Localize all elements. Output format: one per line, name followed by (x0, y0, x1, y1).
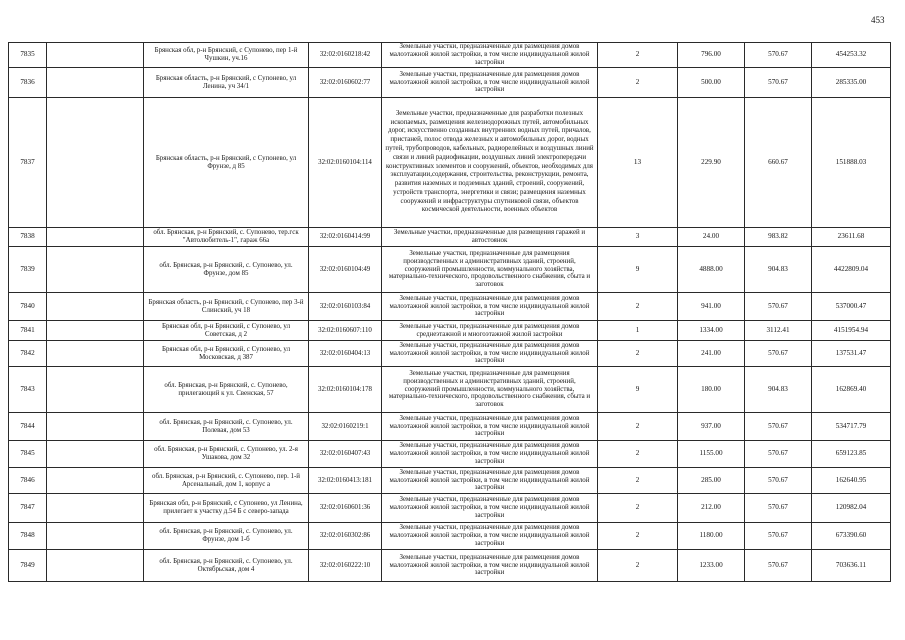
group-cell (598, 247, 678, 293)
cadastral-number-cell (309, 523, 382, 550)
group-text: 1 (635, 325, 640, 334)
cadastral-value-cell (812, 441, 891, 468)
row-number-text: 7837 (20, 157, 35, 166)
rate-text: 570.67 (768, 475, 788, 484)
row-number-text: 7844 (20, 421, 35, 430)
land-use-cell (382, 550, 598, 582)
area-cell (678, 468, 745, 494)
land-use-text: Земельные участки, предназначенные для разработки полезных ископаемых, размещения железнодорожных путей, автомобильных дорог, искусственно созданных внутренних водных путей, причалов, пристаней, полос отвода железных и автомобильных дорог, водных путей, трубопроводов, кабельных, радиорелейных и воздушных линий связи и линий радиофикации, воздушных линий электропередачи конструктивных элементов и сооружений, объектов, необходимых для эксплуатации,содержания, строительства, реконструкции, ремонта, развития наземных и подземных зданий, строений, сооружений, устройств транспорта, энергетики и связи; размещения наземных сооружений и инфраструктуры спутниковой связи, объектов космической деятельности, военных объектов (385, 109, 594, 214)
blank-cell (47, 247, 144, 293)
group-cell (598, 413, 678, 441)
cadastral-value-text: 659123.85 (835, 449, 867, 458)
row-number-text: 7849 (20, 560, 35, 569)
land-use-text: Земельные участки, предназначенные для размещения домов малоэтажной жилой застройки, в том числе индивидуальной жилой застройки (389, 496, 590, 519)
blank-cell (47, 367, 144, 413)
blank-cell (47, 468, 144, 494)
table-row (9, 468, 891, 494)
cadastral-number-cell (309, 494, 382, 523)
cadastral-value-text: 151888.03 (835, 157, 867, 166)
land-use-cell (382, 523, 598, 550)
cadastral-number-cell (309, 413, 382, 441)
rate-text: 904.83 (768, 384, 788, 393)
group-cell (598, 43, 678, 68)
rate-text: 3112.41 (766, 325, 790, 334)
table-row (9, 523, 891, 550)
address-cell (144, 550, 309, 582)
rate-text: 570.67 (768, 301, 788, 310)
cadastral-value-text: 537000.47 (835, 301, 867, 310)
land-use-text: Земельные участки, предназначенные для размещения домов малоэтажной жилой застройки, в том числе индивидуальной жилой застройки (389, 468, 590, 492)
cadastral-number-cell (309, 293, 382, 321)
blank-cell (47, 494, 144, 523)
rate-cell (745, 441, 812, 468)
cadastral-number-cell (309, 43, 382, 68)
area-text: 241.00 (701, 348, 721, 357)
row-number-text: 7842 (20, 348, 35, 357)
row-number-cell (9, 321, 47, 341)
address-cell (144, 367, 309, 413)
address-cell (144, 494, 309, 523)
group-text: 13 (633, 157, 642, 166)
rate-text: 983.82 (768, 232, 788, 241)
group-text: 2 (635, 421, 640, 430)
land-use-cell (382, 367, 598, 413)
group-text: 2 (635, 50, 640, 59)
row-number-cell (9, 43, 47, 68)
cadastral-number-text: 32:02:0160103:84 (319, 302, 371, 310)
area-cell (678, 550, 745, 582)
area-text: 24.00 (702, 232, 720, 241)
area-text: 1155.00 (699, 449, 723, 458)
group-cell (598, 550, 678, 582)
land-use-cell (382, 494, 598, 523)
cadastral-number-cell (309, 228, 382, 247)
blank-cell (47, 441, 144, 468)
cadastral-value-table (8, 42, 891, 582)
area-text: 937.00 (701, 421, 721, 430)
land-use-text: Земельные участки, предназначенные для размещения домов малоэтажной жилой застройки, в том числе индивидуальной жилой застройки (389, 442, 590, 465)
area-text: 941.00 (701, 301, 721, 310)
address-cell (144, 321, 309, 341)
rate-cell (745, 98, 812, 228)
area-text: 796.00 (701, 50, 721, 59)
blank-cell (47, 293, 144, 321)
cadastral-value-text: 137531.47 (835, 348, 867, 357)
land-use-cell (382, 468, 598, 494)
cadastral-value-cell (812, 550, 891, 582)
cadastral-number-text: 32:02:0160413:181 (318, 476, 372, 484)
address-text: обл. Брянская, р-н Брянский, с. Супонево, пер. 1-й Арсенальный, дом 1, корпус а (152, 472, 300, 488)
land-use-cell (382, 441, 598, 468)
cadastral-value-text: 285335.00 (835, 77, 867, 86)
land-use-text: Земельные участки, предназначенные для размещения гаражей и автостоянок (393, 229, 586, 244)
land-use-cell (382, 341, 598, 367)
group-cell (598, 341, 678, 367)
cadastral-number-cell (309, 98, 382, 228)
land-use-text: Земельные участки, предназначенные для размещения домов малоэтажной жилой застройки, в том числе индивидуальной жилой застройки (389, 294, 590, 318)
cadastral-number-cell (309, 468, 382, 494)
row-number-cell (9, 468, 47, 494)
address-cell (144, 228, 309, 247)
blank-cell (47, 413, 144, 441)
address-text: Брянская область, р-н Брянский, с Супонево, ул Ленина, уч 34/1 (155, 74, 297, 90)
row-number-cell (9, 293, 47, 321)
row-number-cell (9, 441, 47, 468)
cadastral-number-text: 32:02:0160104:114 (318, 158, 372, 166)
address-cell (144, 441, 309, 468)
address-text: обл. Брянская, р-н Брянский, с. Супонево, прилегающий к ул. Свенская, 57 (164, 381, 288, 397)
address-cell (144, 247, 309, 293)
cadastral-value-text: 162869.40 (835, 384, 867, 393)
blank-cell (47, 523, 144, 550)
area-cell (678, 494, 745, 523)
blank-cell (47, 321, 144, 341)
cadastral-value-text: 120982.04 (835, 503, 867, 512)
group-cell (598, 468, 678, 494)
rate-text: 570.67 (768, 421, 788, 430)
land-use-text: Земельные участки, предназначенные для размещения домов малоэтажной жилой застройки, в том числе индивидуальной жилой застройки (389, 43, 590, 66)
land-use-cell (382, 228, 598, 247)
area-text: 1180.00 (699, 531, 723, 540)
address-text: Брянская обл, р-н Брянский, с Супонево, ул Ленина, прилегает к участку д.54 Б с северо-запада (149, 500, 303, 515)
cadastral-value-cell (812, 293, 891, 321)
rate-cell (745, 523, 812, 550)
group-text: 9 (635, 264, 640, 273)
cadastral-number-cell (309, 341, 382, 367)
cadastral-value-cell (812, 68, 891, 98)
cadastral-number-text: 32:02:0160404:13 (319, 349, 371, 357)
land-use-text: Земельные участки, предназначенные для размещения домов малоэтажной жилой застройки, в том числе индивидуальной жилой застройки (389, 524, 590, 547)
land-use-text: Земельные участки, предназначенные для размещения домов малоэтажной жилой застройки, в том числе индивидуальной жилой застройки (389, 553, 590, 577)
table-row (9, 367, 891, 413)
row-number-cell (9, 550, 47, 582)
cadastral-value-cell (812, 413, 891, 441)
rate-cell (745, 494, 812, 523)
cadastral-number-text: 32:02:0160219:1 (321, 422, 369, 430)
row-number-text: 7848 (20, 531, 35, 540)
cadastral-number-text: 32:02:0160302:86 (319, 532, 371, 540)
area-cell (678, 247, 745, 293)
cadastral-number-cell (309, 367, 382, 413)
land-use-cell (382, 413, 598, 441)
table-row (9, 341, 891, 367)
area-text: 500.00 (701, 77, 721, 86)
group-cell (598, 494, 678, 523)
area-text: 180.00 (701, 384, 721, 393)
area-cell (678, 98, 745, 228)
group-cell (598, 98, 678, 228)
rate-cell (745, 468, 812, 494)
cadastral-value-text: 703636.11 (835, 560, 867, 569)
rate-text: 570.67 (768, 503, 788, 512)
rate-cell (745, 43, 812, 68)
table-row (9, 68, 891, 98)
row-number-cell (9, 413, 47, 441)
address-cell (144, 43, 309, 68)
address-text: Брянская обл, р-н Брянский, с Супонево, пер 1-й Чушкин, уч.16 (154, 47, 298, 62)
row-number-cell (9, 228, 47, 247)
table-row (9, 228, 891, 247)
row-number-text: 7843 (20, 384, 35, 393)
group-text: 2 (635, 560, 640, 569)
group-text: 2 (635, 449, 640, 458)
area-cell (678, 523, 745, 550)
address-text: Брянская обл, р-н Брянский, с Супонево, ул Московская, д 387 (161, 345, 291, 361)
cadastral-value-cell (812, 523, 891, 550)
area-text: 212.00 (701, 503, 721, 512)
blank-cell (47, 228, 144, 247)
row-number-text: 7845 (20, 449, 35, 458)
group-cell (598, 367, 678, 413)
address-cell (144, 293, 309, 321)
rate-cell (745, 228, 812, 247)
cadastral-number-text: 32:02:0160407:43 (319, 450, 371, 458)
cadastral-value-cell (812, 98, 891, 228)
area-cell (678, 341, 745, 367)
table-row (9, 321, 891, 341)
address-cell (144, 523, 309, 550)
address-text: обл. Брянская, р-н Брянский, с. Супонево, ул. Полевая, дом 53 (159, 418, 293, 434)
row-number-cell (9, 494, 47, 523)
row-number-cell (9, 341, 47, 367)
rate-cell (745, 413, 812, 441)
row-number-cell (9, 247, 47, 293)
cadastral-number-text: 32:02:0160104:49 (319, 265, 371, 273)
rate-text: 660.67 (768, 157, 788, 166)
land-use-cell (382, 247, 598, 293)
blank-cell (47, 68, 144, 98)
group-cell (598, 441, 678, 468)
row-number-cell (9, 98, 47, 228)
area-text: 285.00 (701, 475, 721, 484)
rate-text: 570.67 (768, 77, 788, 86)
table-row (9, 43, 891, 68)
blank-cell (47, 550, 144, 582)
area-cell (678, 228, 745, 247)
land-use-text: Земельные участки, предназначенные для размещения домов среднеэтажной и многоэтажной жилой застройки (399, 322, 580, 338)
rate-cell (745, 247, 812, 293)
cadastral-number-cell (309, 247, 382, 293)
cadastral-value-text: 4151954.94 (833, 325, 869, 334)
land-use-cell (382, 293, 598, 321)
row-number-text: 7838 (20, 232, 35, 241)
cadastral-number-text: 32:02:0160607:110 (318, 326, 372, 334)
cadastral-number-text: 32:02:0160601:36 (319, 504, 371, 512)
row-number-text: 7836 (20, 77, 35, 86)
rate-cell (745, 550, 812, 582)
cadastral-value-text: 162640.95 (835, 475, 867, 484)
land-use-text: Земельные участки, предназначенные для размещения домов малоэтажной жилой застройки, в том числе индивидуальной жилой застройки (389, 341, 590, 365)
cadastral-value-text: 454253.32 (835, 50, 867, 59)
land-use-text: Земельные участки, предназначенные для размещения производственных и административных зданий, строений, сооружений промышленности, коммунального хозяйства, материально-технического, продовольственного снабжения, сбыта и заготовок (388, 249, 591, 289)
rate-text: 570.67 (768, 50, 788, 59)
group-cell (598, 523, 678, 550)
rate-text: 570.67 (768, 560, 788, 569)
address-text: обл. Брянская, р-н Брянский, с. Супонево, ул. Фрунзе, дом 1-б (159, 528, 293, 543)
cadastral-value-cell (812, 43, 891, 68)
cadastral-value-text: 673390.60 (835, 531, 867, 540)
cadastral-value-cell (812, 247, 891, 293)
cadastral-number-text: 32:02:0160222:10 (319, 561, 371, 569)
address-text: обл. Брянская, р-н Брянский, с. Супонево, ул. Фрунзе, дом 85 (159, 261, 293, 277)
rate-cell (745, 321, 812, 341)
area-text: 1334.00 (699, 325, 723, 334)
cadastral-number-cell (309, 321, 382, 341)
rate-cell (745, 341, 812, 367)
group-cell (598, 293, 678, 321)
blank-cell (47, 43, 144, 68)
table-row (9, 550, 891, 582)
address-cell (144, 468, 309, 494)
area-cell (678, 293, 745, 321)
table-row (9, 441, 891, 468)
cadastral-number-cell (309, 68, 382, 98)
area-text: 229.90 (701, 157, 721, 166)
cadastral-value-cell (812, 494, 891, 523)
area-cell (678, 43, 745, 68)
rate-cell (745, 68, 812, 98)
cadastral-value-cell (812, 468, 891, 494)
cadastral-value-cell (812, 341, 891, 367)
area-text: 1233.00 (699, 560, 723, 569)
cadastral-number-text: 32:02:0160104:178 (318, 385, 372, 393)
address-text: обл. Брянская, р-н Брянский, с. Супонево, ул. 2-я Ушакова, дом 32 (154, 446, 298, 461)
group-text: 2 (635, 348, 640, 357)
rate-text: 570.67 (768, 449, 788, 458)
area-cell (678, 321, 745, 341)
area-cell (678, 441, 745, 468)
group-text: 2 (635, 475, 640, 484)
row-number-text: 7839 (20, 264, 35, 273)
group-text: 2 (635, 301, 640, 310)
group-cell (598, 228, 678, 247)
cadastral-value-text: 4422809.04 (833, 264, 869, 273)
group-text: 9 (635, 384, 640, 393)
cadastral-value-cell (812, 228, 891, 247)
land-use-text: Земельные участки, предназначенные для размещения домов малоэтажной жилой застройки, в том числе индивидуальной жилой застройки (389, 70, 590, 94)
land-use-cell (382, 321, 598, 341)
address-cell (144, 341, 309, 367)
group-cell (598, 68, 678, 98)
page-number: 453 (871, 15, 885, 25)
table-row (9, 293, 891, 321)
rate-text: 570.67 (768, 531, 788, 540)
cadastral-number-text: 32:02:0160602:77 (319, 78, 371, 86)
land-use-cell (382, 68, 598, 98)
rate-cell (745, 367, 812, 413)
table-row (9, 413, 891, 441)
blank-cell (47, 98, 144, 228)
row-number-text: 7841 (20, 325, 35, 334)
row-number-cell (9, 367, 47, 413)
blank-cell (47, 341, 144, 367)
area-cell (678, 367, 745, 413)
address-cell (144, 68, 309, 98)
table-row (9, 247, 891, 293)
cadastral-number-cell (309, 441, 382, 468)
cadastral-value-cell (812, 367, 891, 413)
table-row (9, 98, 891, 228)
group-text: 3 (635, 232, 640, 241)
row-number-text: 7840 (20, 301, 35, 310)
cadastral-value-text: 534717.79 (835, 421, 867, 430)
row-number-cell (9, 523, 47, 550)
address-cell (144, 98, 309, 228)
table-row (9, 494, 891, 523)
row-number-cell (9, 68, 47, 98)
rate-cell (745, 293, 812, 321)
address-text: Брянская обл, р-н Брянский, с Супонево, ул Советская, д 2 (161, 322, 291, 338)
area-text: 4888.00 (699, 264, 723, 273)
cadastral-value-text: 23611.68 (837, 232, 865, 241)
cadastral-number-text: 32:02:0160218:42 (319, 51, 371, 59)
address-text: Брянская область, р-н Брянский, с Супонево, пер 3-й Слинский, уч 18 (148, 298, 304, 314)
land-use-text: Земельные участки, предназначенные для размещения домов малоэтажной жилой застройки, в том числе индивидуальной жилой застройки (389, 414, 590, 438)
group-cell (598, 321, 678, 341)
cadastral-number-cell (309, 550, 382, 582)
cadastral-value-cell (812, 321, 891, 341)
area-cell (678, 68, 745, 98)
area-cell (678, 413, 745, 441)
land-use-cell (382, 43, 598, 68)
row-number-text: 7835 (20, 50, 35, 59)
address-text: обл. Брянская, р-н Брянский, с. Супонево, ул. Октябрьская, дом 4 (159, 557, 293, 573)
land-use-cell (382, 98, 598, 228)
row-number-text: 7847 (20, 503, 35, 512)
address-cell (144, 413, 309, 441)
cadastral-number-text: 32:02:0160414:99 (319, 233, 371, 241)
group-text: 2 (635, 503, 640, 512)
group-text: 2 (635, 77, 640, 86)
row-number-text: 7846 (20, 475, 35, 484)
address-text: обл. Брянская, р-н Брянский, с. Супонево, тер.гск "Автолюбитель-1", гараж 66а (153, 229, 299, 244)
rate-text: 570.67 (768, 348, 788, 357)
land-use-text: Земельные участки, предназначенные для размещения производственных и административных зданий, строений, сооружений промышленности, коммунального хозяйства, материально-технического, продовольственного снабжения, сбыта и заготовок (388, 369, 591, 409)
address-text: Брянская область, р-н Брянский, с Супонево, ул Фрунзе, д 85 (155, 154, 297, 170)
group-text: 2 (635, 531, 640, 540)
rate-text: 904.83 (768, 264, 788, 273)
